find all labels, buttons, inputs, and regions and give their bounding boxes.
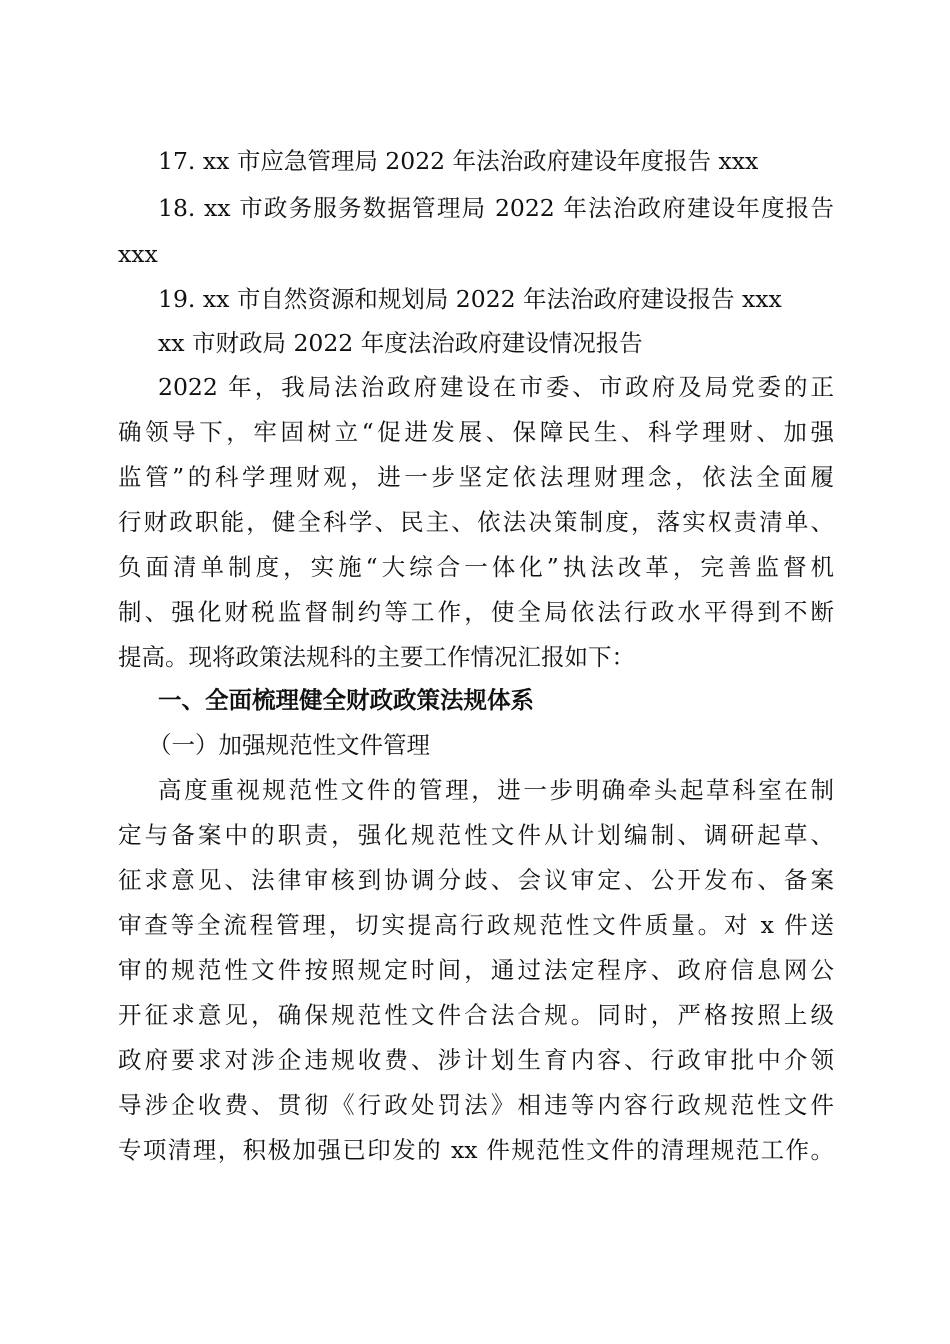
- body-line: 高度重视规范性文件的管理，进一步明确牵头起草科室在制: [158, 776, 834, 804]
- intro-line: 负面清单制度，实施“大综合一体化”执法改革，完善监督机: [118, 553, 834, 581]
- body-line: 征求意见、法律审核到协调分歧、会议审定、公开发布、备案: [118, 866, 834, 894]
- list-item-18: 18. xx 市政务服务数据管理局 2022 年法治政府建设年度报告: [158, 194, 834, 222]
- list-item-17: 17. xx 市应急管理局 2022 年法治政府建设年度报告 xxx: [158, 147, 759, 175]
- body-line: 导涉企收费、贯彻《行政处罚法》相违等内容行政规范性文件: [118, 1091, 834, 1119]
- body-line: 政府要求对涉企违规收费、涉计划生育内容、行政审批中介领: [118, 1046, 834, 1074]
- intro-line: 制、强化财税监督制约等工作，使全局依法行政水平得到不断: [118, 598, 834, 626]
- body-line: 开征求意见，确保规范性文件合法合规。同时，严格按照上级: [118, 1001, 834, 1029]
- section-heading: 一、全面梳理健全财政政策法规体系: [158, 686, 534, 714]
- intro-line: 监管”的科学理财观，进一步坚定依法理财理念，依法全面履: [118, 463, 834, 491]
- intro-line: 确领导下，牢固树立“促进发展、保障民生、科学理财、加强: [118, 418, 834, 446]
- body-line: 审的规范性文件按照规定时间，通过法定程序、政府信息网公: [118, 956, 834, 984]
- body-line: 定与备案中的职责，强化规范性文件从计划编制、调研起草、: [118, 821, 834, 849]
- list-item-18-continuation: xxx: [118, 240, 158, 268]
- subsection-heading: （一）加强规范性文件管理: [148, 731, 430, 759]
- intro-line: 提高。现将政策法规科的主要工作情况汇报如下：: [118, 643, 635, 671]
- body-line: 专项清理，积极加强已印发的 xx 件规范性文件的清理规范工作。: [118, 1136, 834, 1164]
- intro-line: 2022 年，我局法治政府建设在市委、市政府及局党委的正: [158, 373, 834, 401]
- body-line: 审查等全流程管理，切实提高行政规范性文件质量。对 x 件送: [118, 911, 834, 939]
- report-title: xx 市财政局 2022 年度法治政府建设情况报告: [158, 329, 643, 357]
- intro-line: 行财政职能，健全科学、民主、依法决策制度，落实权责清单、: [118, 508, 834, 536]
- list-item-19: 19. xx 市自然资源和规划局 2022 年法治政府建设报告 xxx: [158, 285, 782, 313]
